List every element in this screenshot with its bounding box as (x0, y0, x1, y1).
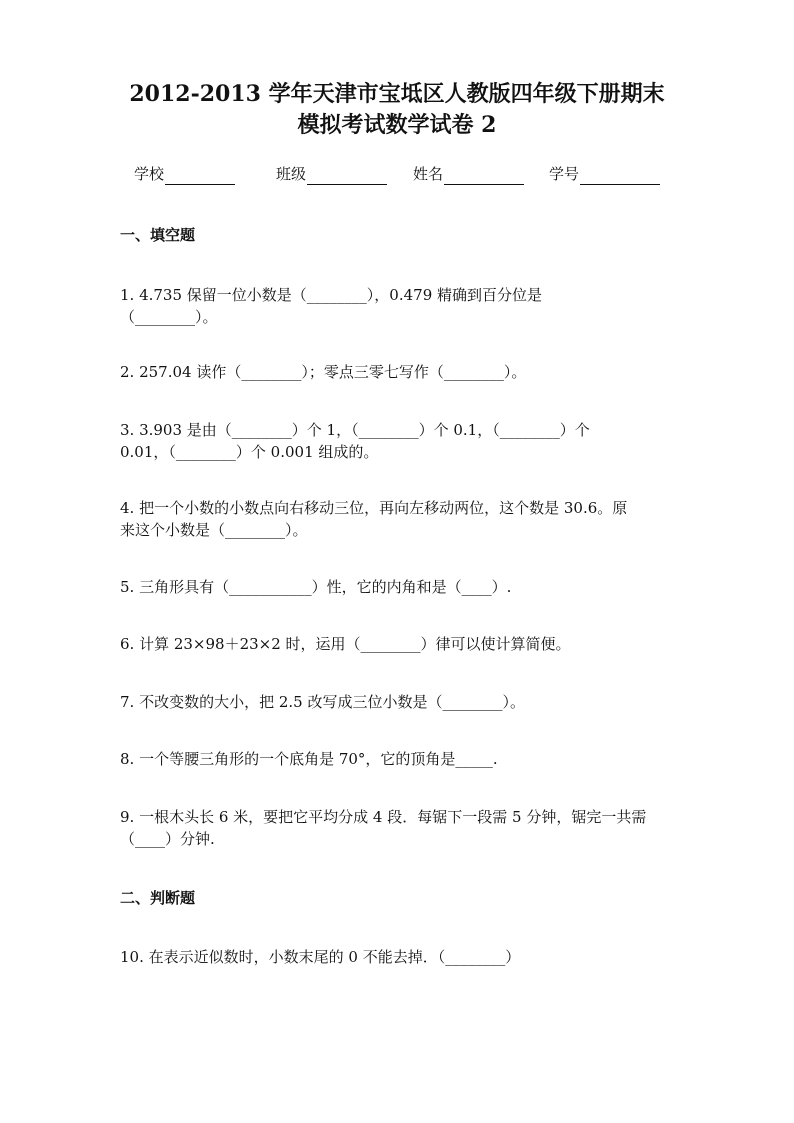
question-7 (120, 691, 678, 713)
student-number-label: 学号 (549, 165, 580, 183)
question-2-line-1: 2. 257.04 读作（________）；零点三零七写作（________）。 (120, 363, 527, 381)
question-5 (120, 576, 678, 598)
name-field (413, 163, 524, 185)
question-1-line-1: 1. 4.735 保留一位小数是（________），0.479 精确到百分位是 (120, 286, 543, 304)
question-5-line-1: 5. 三角形具有（___________）性，它的内角和是（____）. (120, 578, 512, 596)
question-7-line-1: 7. 不改变数的大小，把 2.5 改写成三位小数是（________）。 (120, 693, 525, 711)
question-8-line-1: 8. 一个等腰三角形的一个底角是 70°，它的顶角是_____. (120, 750, 498, 768)
question-4-line-1: 4. 把一个小数的小数点向右移动三位，再向左移动两位，这个数是 30.6。原 (120, 499, 628, 517)
document-title-line-1: 2012-2013 学年天津市宝坻区人教版四年级下册期末 (129, 81, 665, 107)
question-3-line-1: 3. 3.903 是由（________）个 1，（________）个 0.1，（________）个 (120, 421, 590, 439)
question-10-line-1: 10. 在表示近似数时，小数末尾的 0 不能去掉．（________） (120, 948, 521, 966)
question-2 (120, 361, 678, 383)
student-number-field (549, 163, 660, 185)
school-field (134, 163, 235, 185)
question-1 (120, 284, 678, 328)
document-title-line-2: 模拟考试数学试卷 2 (297, 112, 497, 138)
question-3 (120, 419, 678, 463)
section-heading-judgement: 二、判断题 (120, 889, 196, 907)
question-6-line-1: 6. 计算 23×98＋23×2 时，运用（________）律可以使计算简便。 (120, 635, 571, 653)
question-6 (120, 633, 678, 655)
question-1-line-2: （________）。 (120, 308, 218, 326)
class-blank[interactable] (307, 168, 387, 185)
school-label: 学校 (134, 165, 165, 183)
class-field (276, 163, 387, 185)
question-3-line-2: 0.01，（________）个 0.001 组成的。 (120, 443, 379, 461)
question-9 (120, 806, 678, 850)
name-blank[interactable] (444, 168, 524, 185)
question-8 (120, 748, 678, 770)
section-heading-fill-blank: 一、填空题 (120, 226, 196, 244)
name-label: 姓名 (413, 165, 444, 183)
question-4 (120, 497, 678, 541)
school-blank[interactable] (165, 168, 235, 185)
question-9-line-2: （____）分钟. (120, 830, 215, 848)
class-label: 班级 (276, 165, 307, 183)
student-number-blank[interactable] (580, 168, 660, 185)
question-9-line-1: 9. 一根木头长 6 米，要把它平均分成 4 段．每锯下一段需 5 分钟，锯完一共需 (120, 808, 647, 826)
question-10 (120, 946, 678, 968)
question-4-line-2: 来这个小数是（________）。 (120, 521, 308, 539)
student-info-row (0, 163, 794, 187)
